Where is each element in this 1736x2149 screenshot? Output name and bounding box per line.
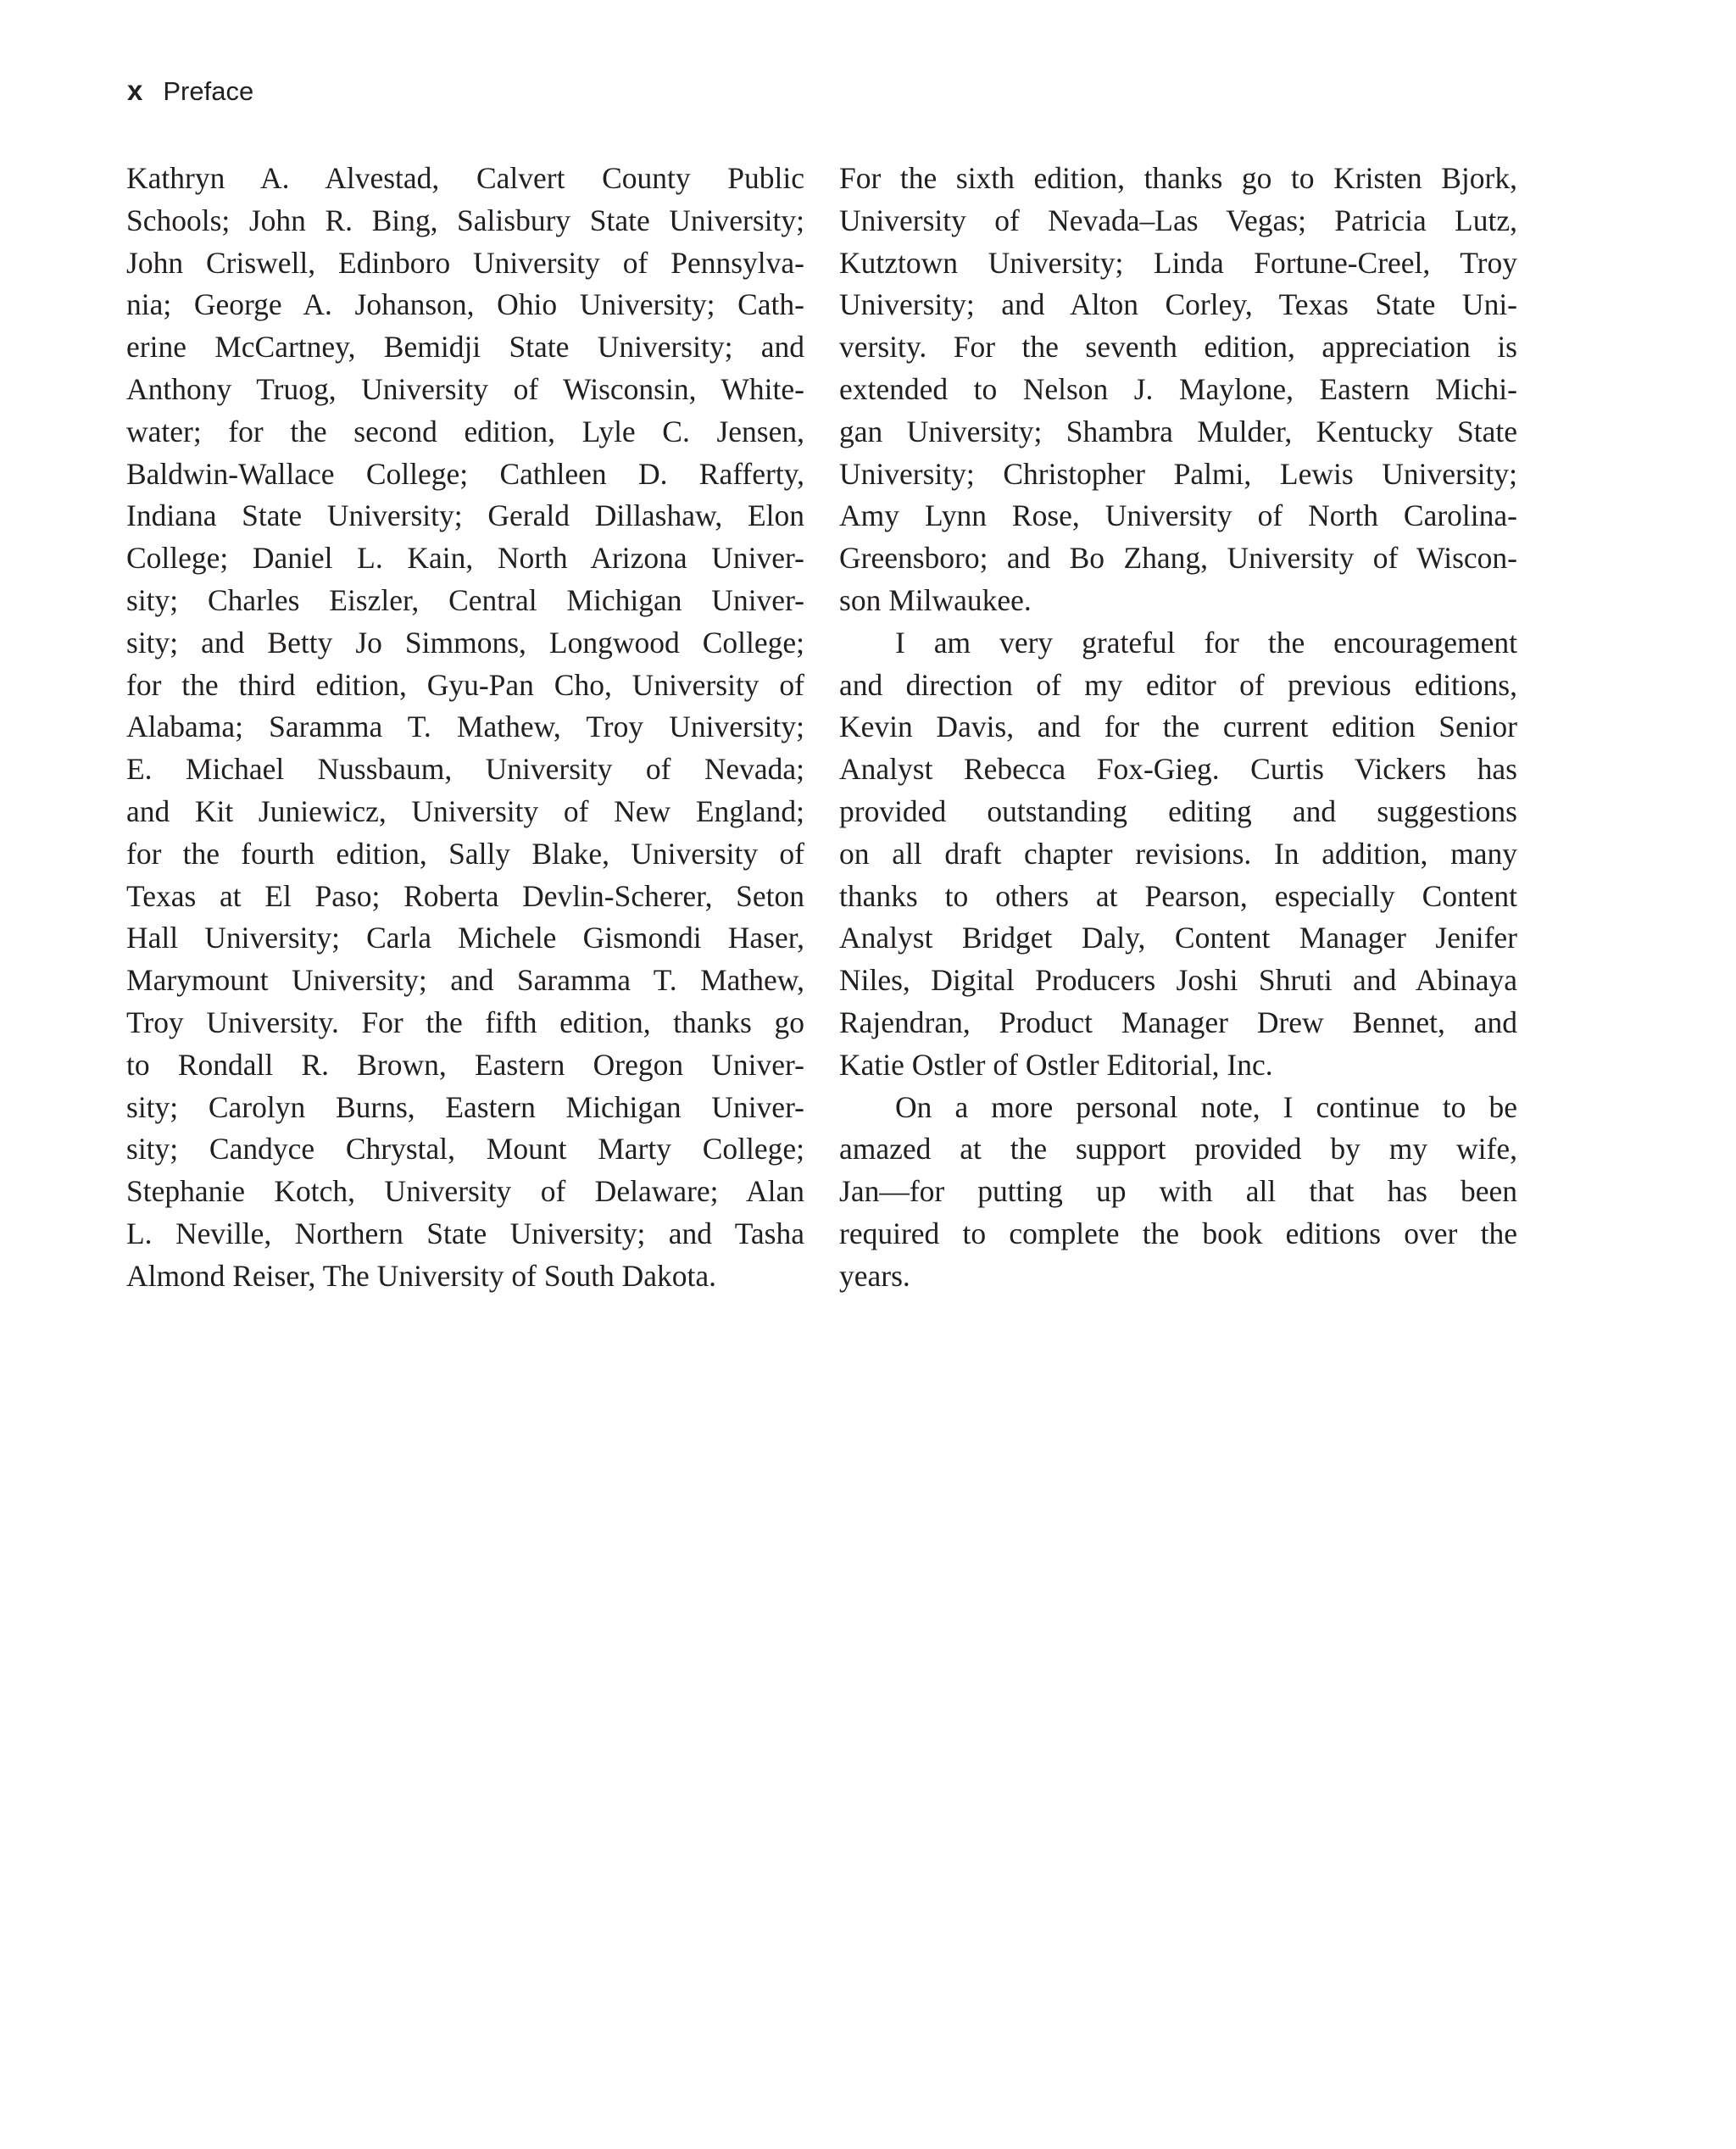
text-line: Jan—for putting up with all that has been (839, 1174, 1517, 1209)
text-line: For the sixth edition, thanks go to Kristen Bjork, (839, 161, 1517, 195)
text-line: Katie Ostler of Ostler Editorial, Inc. (839, 1047, 1273, 1082)
text-line: John Criswell, Edinboro University of Pennsylva- (126, 245, 804, 280)
text-line: amazed at the support provided by my wife, (839, 1132, 1517, 1166)
text-line: to Rondall R. Brown, Eastern Oregon Univer- (126, 1047, 804, 1082)
text-line: Analyst Bridget Daly, Content Manager Jenifer (839, 921, 1517, 955)
text-line: Stephanie Kotch, University of Delaware; Alan (126, 1174, 804, 1209)
text-line: versity. For the seventh edition, appreciation is (839, 330, 1517, 365)
text-line: thanks to others at Pearson, especially Content (839, 878, 1517, 913)
text-line: Baldwin-Wallace College; Cathleen D. Rafferty, (126, 456, 804, 491)
left-column (126, 158, 804, 1298)
text-line: Alabama; Saramma T. Mathew, Troy University; (126, 710, 804, 744)
text-line: water; for the second edition, Lyle C. Jensen, (126, 414, 804, 448)
running-head (127, 75, 253, 109)
text-line: sity; Charles Eiszler, Central Michigan Univer- (126, 582, 804, 617)
acknowledgments-paragraph-personal (839, 1087, 1517, 1298)
text-line: Troy University. For the fifth edition, thanks go (126, 1005, 804, 1039)
text-line: Amy Lynn Rose, University of North Carolina- (839, 498, 1517, 533)
page-number: x (127, 75, 143, 106)
text-line: Schools; John R. Bing, Salisbury State University; (126, 203, 804, 237)
text-line: extended to Nelson J. Maylone, Eastern Michi- (839, 371, 1517, 406)
text-line: Hall University; Carla Michele Gismondi Haser, (126, 921, 804, 955)
text-line: on all draft chapter revisions. In addition, many (839, 836, 1517, 871)
text-line: University; Christopher Palmi, Lewis University; (839, 456, 1517, 491)
text-line: Kutztown University; Linda Fortune-Creel, Troy (839, 245, 1517, 280)
text-line: sity; and Betty Jo Simmons, Longwood College; (126, 625, 804, 660)
text-line: Greensboro; and Bo Zhang, University of Wiscon- (839, 541, 1517, 576)
text-line: On a more personal note, I continue to be (895, 1089, 1517, 1124)
text-line: University of Nevada–Las Vegas; Patricia Lutz, (839, 203, 1517, 237)
section-title: Preface (163, 76, 254, 106)
text-line: required to complete the book editions over the (839, 1216, 1517, 1250)
text-line: and Kit Juniewicz, University of New England; (126, 793, 804, 828)
text-line: E. Michael Nussbaum, University of Nevada; (126, 752, 804, 787)
right-column (839, 158, 1517, 1298)
text-line: Marymount University; and Saramma T. Mathew, (126, 963, 804, 998)
text-line: Niles, Digital Producers Joshi Shruti and Abinaya (839, 963, 1517, 998)
text-line: provided outstanding editing and suggestions (839, 793, 1517, 828)
text-line: for the third edition, Gyu-Pan Cho, University of (126, 667, 804, 702)
text-line: gan University; Shambra Mulder, Kentucky State (839, 414, 1517, 448)
text-line: College; Daniel L. Kain, North Arizona Univer- (126, 541, 804, 576)
text-line: University; and Alton Corley, Texas State Uni- (839, 287, 1517, 322)
text-line: Anthony Truog, University of Wisconsin, White- (126, 371, 804, 406)
text-line: Kathryn A. Alvestad, Calvert County Public (126, 161, 804, 195)
text-line: for the fourth edition, Sally Blake, University of (126, 836, 804, 871)
text-line: sity; Candyce Chrystal, Mount Marty College; (126, 1132, 804, 1166)
acknowledgments-paragraph-continued (126, 158, 804, 1298)
acknowledgments-paragraph-editors (839, 622, 1517, 1087)
text-line: and direction of my editor of previous editions, (839, 667, 1517, 702)
acknowledgments-paragraph-editions (839, 158, 1517, 622)
text-line: nia; George A. Johanson, Ohio University; Cath- (126, 287, 804, 322)
text-line: sity; Carolyn Burns, Eastern Michigan Univer- (126, 1089, 804, 1124)
text-line: L. Neville, Northern State University; and Tasha (126, 1216, 804, 1250)
text-line: years. (839, 1258, 910, 1293)
text-line: erine McCartney, Bemidji State University; and (126, 330, 804, 365)
text-line: Kevin Davis, and for the current edition Senior (839, 710, 1517, 744)
text-line: Rajendran, Product Manager Drew Bennet, and (839, 1005, 1517, 1039)
text-line: Indiana State University; Gerald Dillashaw, Elon (126, 498, 804, 533)
text-line: son Milwaukee. (839, 582, 1032, 617)
text-line: Analyst Rebecca Fox-Gieg. Curtis Vickers has (839, 752, 1517, 787)
text-line: Texas at El Paso; Roberta Devlin-Scherer, Seton (126, 878, 804, 913)
text-line: Almond Reiser, The University of South Dakota. (126, 1258, 716, 1293)
text-line: I am very grateful for the encouragement (895, 625, 1517, 660)
